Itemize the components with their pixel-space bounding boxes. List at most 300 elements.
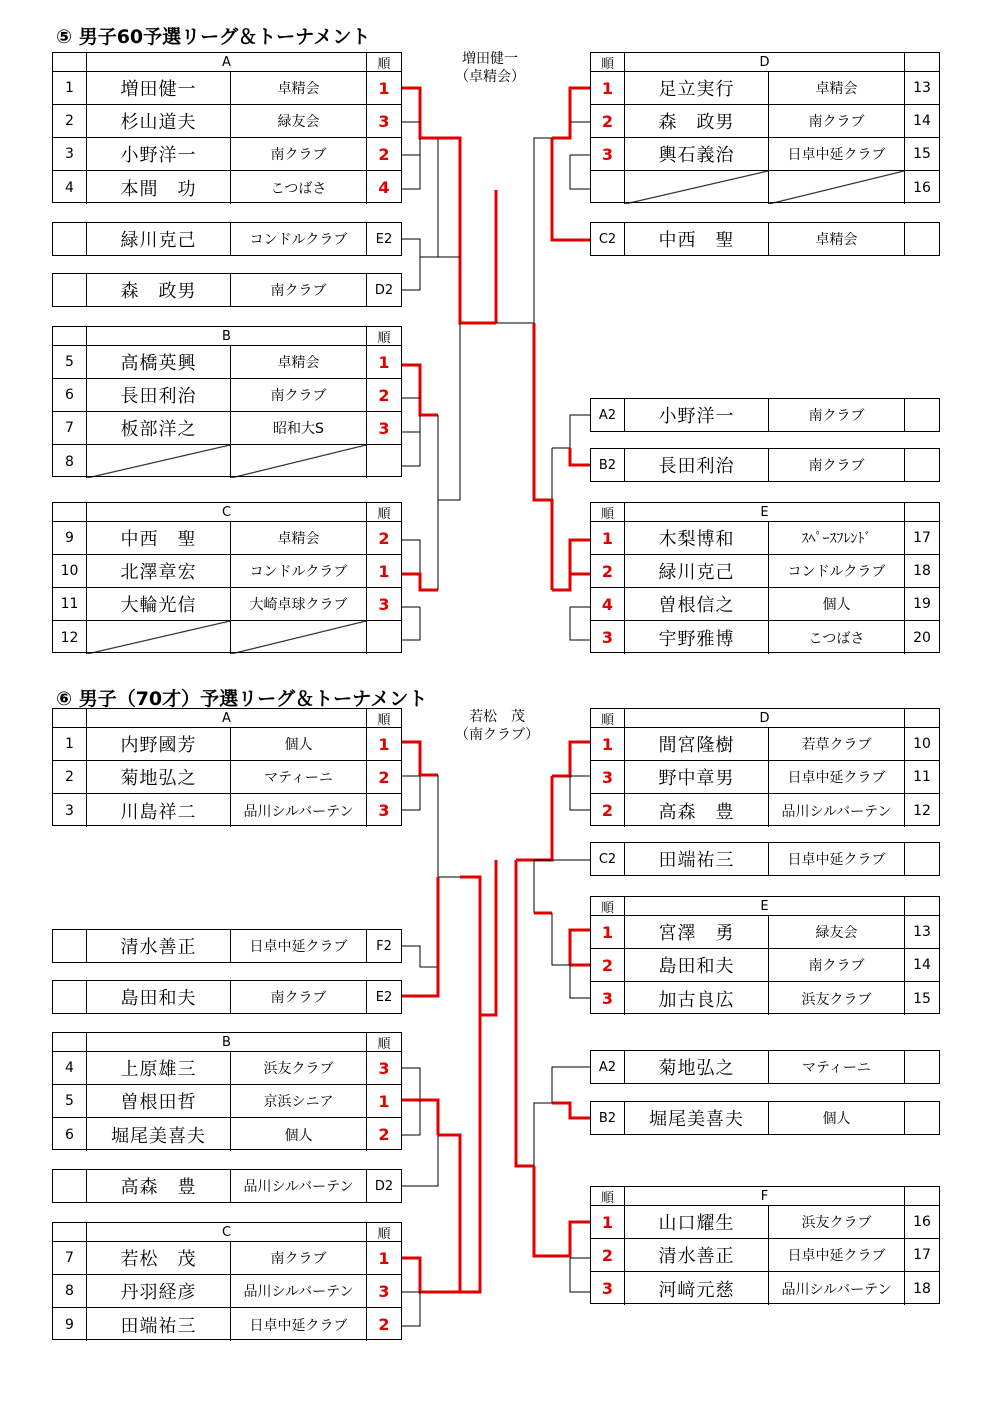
- player-no: 18: [913, 1280, 931, 1297]
- rank-value: 4: [591, 588, 625, 621]
- bracket-line: [438, 775, 460, 877]
- s5-group-b-table: [52, 326, 402, 477]
- winner-path-line: [534, 323, 552, 590]
- player-no: 4: [53, 171, 87, 204]
- player-name: 若松 茂: [87, 1242, 231, 1275]
- rank-value: 2: [591, 105, 625, 138]
- club-name: マティーニ: [769, 1051, 905, 1083]
- club-name: 日卓中延クラブ: [769, 761, 905, 794]
- club-name: 卓精会: [231, 346, 367, 379]
- s6-seed-a2-row: [590, 1050, 940, 1084]
- player-name: 菊地弘之: [87, 761, 231, 794]
- club-name: 大崎卓球クラブ: [231, 588, 367, 621]
- player-no: 19: [905, 588, 939, 621]
- rank-header: 順: [591, 709, 625, 728]
- bracket-line: [402, 239, 438, 257]
- header-blank: [53, 53, 87, 72]
- s6-seed-b2-row: [590, 1101, 940, 1135]
- rank-value: 1: [367, 346, 401, 379]
- rank-value: 2: [591, 794, 625, 827]
- group-label: B: [87, 327, 367, 346]
- champion-club: （南クラブ）: [455, 727, 540, 743]
- player-name: 堀尾美喜夫: [87, 1118, 231, 1151]
- rank-header: 順: [367, 503, 401, 522]
- rank-value: 3: [367, 588, 401, 621]
- player-name: 間宮隆樹: [625, 728, 769, 761]
- player-name: 足立実行: [625, 72, 769, 105]
- player-name: 宮澤 勇: [625, 916, 769, 949]
- bracket-line: [552, 1067, 590, 1103]
- rank-value: 2: [367, 138, 401, 171]
- s6-group-e-table: [590, 896, 940, 1014]
- club-name: 卓精会: [769, 223, 905, 255]
- club-name: 品川シルバーテン: [231, 1170, 367, 1202]
- rank-value: 2: [367, 522, 401, 555]
- seed-code: F2: [376, 938, 392, 954]
- seed-code: A2: [591, 399, 625, 431]
- group-label: D: [625, 709, 905, 728]
- club-name: 南クラブ: [769, 449, 905, 481]
- rank-value: 3: [367, 1275, 401, 1308]
- player-name: 北澤章宏: [87, 555, 231, 588]
- club-name: 緑友会: [231, 105, 367, 138]
- player-no: 8: [53, 445, 87, 478]
- winner-path-line: [402, 967, 438, 996]
- player-no: 11: [53, 588, 87, 621]
- header-blank: [905, 503, 939, 522]
- s6-champion: [455, 708, 539, 744]
- rank-value: [367, 445, 401, 478]
- player-no: 13: [905, 72, 939, 105]
- player-name: 長田利治: [625, 449, 769, 481]
- header-blank: [53, 1033, 87, 1052]
- header-blank: [53, 709, 87, 728]
- seed-blank: [53, 981, 87, 1013]
- winner-path-line: [516, 860, 534, 1166]
- club-name: 南クラブ: [769, 105, 905, 138]
- club-name: マティーニ: [231, 761, 367, 794]
- rank-value: [367, 621, 401, 654]
- player-name: 川島祥二: [87, 794, 231, 827]
- header-blank: [53, 503, 87, 522]
- club-name: 卓精会: [231, 522, 367, 555]
- club-name: 浜友クラブ: [231, 1052, 367, 1085]
- seed-code: B2: [591, 449, 625, 481]
- player-no: 17: [905, 1239, 939, 1272]
- player-no: 18: [905, 555, 939, 588]
- player-name: 加古良広: [625, 982, 769, 1015]
- s6-group-b-table: [52, 1032, 402, 1150]
- rank-value: 1: [591, 916, 625, 949]
- group-label: D: [625, 53, 905, 72]
- player-name: 杉山道夫: [87, 105, 231, 138]
- player-name: 小野洋一: [87, 138, 231, 171]
- player-name: 河﨑元慈: [625, 1272, 769, 1305]
- champion-name: 若松 茂: [469, 709, 526, 725]
- s5-group-a-table: [52, 52, 402, 203]
- player-name: 中西 聖: [87, 522, 231, 555]
- seed-blank: [905, 223, 939, 255]
- winner-path-line: [570, 448, 590, 465]
- seed-code: D2: [374, 1178, 394, 1194]
- rank-header: 順: [367, 53, 401, 72]
- bracket-line: [570, 776, 590, 810]
- rank-value: 3: [367, 105, 401, 138]
- bracket-line: [402, 776, 420, 810]
- rank-value: 1: [367, 1242, 401, 1275]
- player-no: 11: [905, 761, 939, 794]
- s6-title: ⑥ 男子（70才）予選リーグ＆トーナメント: [56, 688, 428, 710]
- s5-title: ⑤ 男子60予選リーグ＆トーナメント: [56, 26, 371, 48]
- rank-value: 1: [591, 728, 625, 761]
- winner-path-line: [534, 1166, 552, 1256]
- rank-value: 2: [591, 949, 625, 982]
- player-name: 田端祐三: [87, 1308, 231, 1341]
- seed-code: C2: [591, 223, 625, 255]
- group-label: C: [87, 503, 367, 522]
- player-name: 高森 豊: [625, 794, 769, 827]
- player-name: 森 政男: [87, 274, 231, 306]
- rank-value: [591, 171, 625, 204]
- rank-header: 順: [367, 709, 401, 728]
- rank-header: 順: [591, 503, 625, 522]
- seed-blank: [905, 843, 939, 875]
- rank-value: 1: [367, 1085, 401, 1118]
- club-name: 浜友クラブ: [769, 1206, 905, 1239]
- winner-path-line: [552, 540, 590, 590]
- player-no: 5: [53, 346, 87, 379]
- winner-path-line: [552, 88, 590, 138]
- player-no: 10: [905, 728, 939, 761]
- rank-value: 3: [591, 138, 625, 171]
- player-name: 本間 功: [87, 171, 231, 204]
- player-no: 1: [53, 728, 87, 761]
- rank-header: 順: [367, 327, 401, 346]
- player-name: 菊地弘之: [625, 1051, 769, 1083]
- player-name: 高森 豊: [87, 1170, 231, 1202]
- player-no: 10: [53, 555, 87, 588]
- player-no: 12: [53, 621, 87, 654]
- winner-path-line: [552, 742, 590, 776]
- player-no: 8: [53, 1275, 87, 1308]
- bracket-line: [570, 1258, 590, 1292]
- seed-code: C2: [591, 843, 625, 875]
- player-name: 中西 聖: [625, 223, 769, 255]
- s5-seed-c2-row: [590, 222, 940, 256]
- seed-blank: [905, 1051, 939, 1083]
- seed-code: D2: [374, 282, 394, 298]
- player-name: 木梨博和: [625, 522, 769, 555]
- player-no: 7: [53, 412, 87, 445]
- winner-path-line: [552, 1103, 590, 1118]
- s5-group-c-table: [52, 502, 402, 653]
- rank-value: 1: [367, 72, 401, 105]
- club-name: こつばさ: [231, 171, 367, 204]
- bracket-line: [534, 323, 552, 500]
- player-name: 曽根信之: [625, 588, 769, 621]
- seed-blank: [53, 274, 87, 306]
- club-name: 個人: [231, 728, 367, 761]
- header-blank: [905, 1187, 939, 1206]
- player-name: 緑川克己: [625, 555, 769, 588]
- winner-path-line: [402, 574, 438, 590]
- bracket-line: [402, 540, 420, 590]
- player-name: 増田健一: [87, 72, 231, 105]
- seed-code: A2: [591, 1051, 625, 1083]
- player-no: 15: [913, 990, 931, 1007]
- player-no: 7: [53, 1242, 87, 1275]
- header-blank: [905, 53, 939, 72]
- bracket-line: [402, 432, 420, 466]
- bracket-line: [570, 607, 590, 640]
- player-no: 4: [53, 1052, 87, 1085]
- club-name: 昭和大S: [231, 412, 367, 445]
- player-no: 6: [53, 1118, 87, 1151]
- s6-group-f-table: [590, 1186, 940, 1304]
- club-name: コンドルクラブ: [231, 555, 367, 588]
- s5-seed-b2-row: [590, 448, 940, 482]
- club-name: ｽﾍﾟｰｽﾌﾚﾝﾄﾞ: [769, 522, 905, 555]
- player-no: 16: [905, 1206, 939, 1239]
- player-name: 輿石義治: [625, 138, 769, 171]
- player-no: 2: [53, 105, 87, 138]
- club-name: 品川シルバーテン: [231, 1275, 367, 1308]
- s6-group-d-table: [590, 708, 940, 826]
- club-name: 日卓中延クラブ: [231, 930, 367, 962]
- rank-value: 3: [591, 621, 625, 654]
- club-name: 南クラブ: [231, 1242, 367, 1275]
- club-name: 個人: [231, 1118, 367, 1151]
- club-name: [231, 621, 367, 654]
- s5-seed-a2-row: [590, 398, 940, 432]
- winner-path-line: [438, 1135, 460, 1292]
- player-name: 山口耀生: [625, 1206, 769, 1239]
- player-name: 清水善正: [625, 1239, 769, 1272]
- header-blank: [53, 327, 87, 346]
- player-no: 17: [905, 522, 939, 555]
- player-no: 2: [53, 761, 87, 794]
- bracket-line: [438, 323, 460, 500]
- bracket-line: [402, 946, 438, 967]
- bracket-line: [496, 138, 552, 323]
- club-name: 南クラブ: [231, 138, 367, 171]
- player-name: 島田和夫: [625, 949, 769, 982]
- player-name: 丹羽経彦: [87, 1275, 231, 1308]
- group-label: C: [87, 1223, 367, 1242]
- rank-value: 3: [378, 801, 390, 820]
- player-no: 3: [53, 794, 87, 827]
- bracket-line: [534, 860, 590, 913]
- rank-value: 3: [591, 761, 625, 794]
- rank-value: 3: [367, 1052, 401, 1085]
- player-name: 清水善正: [87, 930, 231, 962]
- player-name: 堀尾美喜夫: [625, 1102, 769, 1134]
- player-no: 12: [913, 802, 931, 819]
- bracket-line: [402, 138, 420, 155]
- club-name: 品川シルバーテン: [769, 1272, 905, 1305]
- player-name: 野中章男: [625, 761, 769, 794]
- rank-value: 2: [591, 1239, 625, 1272]
- rank-value: 1: [591, 72, 625, 105]
- club-name: 日卓中延クラブ: [769, 1239, 905, 1272]
- player-name: 島田和夫: [87, 981, 231, 1013]
- group-label: B: [87, 1033, 367, 1052]
- rank-value: 3: [591, 982, 625, 1015]
- rank-value: 4: [378, 178, 390, 197]
- player-no: 14: [905, 949, 939, 982]
- player-name: [625, 171, 769, 204]
- club-name: [769, 171, 905, 204]
- winner-path-line: [570, 930, 590, 965]
- rank-value: 2: [378, 1315, 390, 1334]
- bracket-line: [402, 155, 420, 189]
- seed-blank: [53, 930, 87, 962]
- club-name: 卓精会: [769, 72, 905, 105]
- player-no: 20: [913, 629, 931, 646]
- player-name: 高橋英興: [87, 346, 231, 379]
- club-name: 品川シルバーテン: [231, 794, 367, 827]
- bracket-line: [402, 607, 420, 640]
- s6-seed-c2-row: [590, 842, 940, 876]
- club-name: 京浜シニア: [231, 1085, 367, 1118]
- group-label: A: [87, 53, 367, 72]
- seed-blank: [53, 223, 87, 255]
- seed-code: E2: [375, 989, 393, 1005]
- bracket-line: [402, 1100, 420, 1135]
- winner-path-line: [552, 1222, 590, 1256]
- s5-group-e-table: [590, 502, 940, 653]
- rank-value: 1: [367, 728, 401, 761]
- club-name: 日卓中延クラブ: [231, 1308, 367, 1341]
- s5-seed-d2-row: [52, 273, 402, 307]
- winner-path-line: [460, 877, 480, 1015]
- header-blank: [53, 1223, 87, 1242]
- club-name: 南クラブ: [769, 949, 905, 982]
- rank-header: 順: [367, 1223, 401, 1242]
- bracket-line: [402, 257, 420, 290]
- rank-value: 2: [591, 555, 625, 588]
- rank-value: 2: [367, 379, 401, 412]
- player-no: 14: [905, 105, 939, 138]
- club-name: 日卓中延クラブ: [769, 843, 905, 875]
- player-name: 内野國芳: [87, 728, 231, 761]
- rank-header: 順: [367, 1033, 401, 1052]
- winner-path-line: [402, 1258, 438, 1292]
- player-no: 3: [53, 138, 87, 171]
- player-name: [87, 621, 231, 654]
- club-name: コンドルクラブ: [769, 555, 905, 588]
- player-name: 小野洋一: [625, 399, 769, 431]
- winner-path-line: [516, 776, 552, 860]
- winner-path-line: [480, 860, 496, 1015]
- club-name: こつばさ: [769, 621, 905, 654]
- bracket-line: [402, 1292, 420, 1326]
- rank-value: 1: [367, 555, 401, 588]
- club-name: 南クラブ: [231, 379, 367, 412]
- group-label: E: [625, 897, 905, 916]
- s6-seed-f2-row: [52, 929, 402, 963]
- club-name: 南クラブ: [231, 274, 367, 306]
- seed-blank: [905, 1102, 939, 1134]
- s6-group-c-table: [52, 1222, 402, 1340]
- seed-blank: [53, 1170, 87, 1202]
- club-name: 個人: [769, 588, 905, 621]
- winner-path-line: [460, 1015, 480, 1292]
- winner-path-line: [402, 742, 438, 775]
- seed-blank: [905, 449, 939, 481]
- player-name: 板部洋之: [87, 412, 231, 445]
- player-no: 16: [913, 179, 931, 196]
- rank-value: 2: [367, 761, 401, 794]
- group-label: F: [625, 1187, 905, 1206]
- header-blank: [905, 897, 939, 916]
- seed-blank: [905, 399, 939, 431]
- rank-header: 順: [591, 1187, 625, 1206]
- club-name: 若草クラブ: [769, 728, 905, 761]
- club-name: 緑友会: [769, 916, 905, 949]
- s5-seed-e2-row: [52, 222, 402, 256]
- s5-group-d-table: [590, 52, 940, 203]
- bracket-line: [438, 240, 460, 257]
- group-label: A: [87, 709, 367, 728]
- player-name: [87, 445, 231, 478]
- club-name: 卓精会: [231, 72, 367, 105]
- player-name: 曽根田哲: [87, 1085, 231, 1118]
- bracket-line: [552, 415, 590, 448]
- player-name: 田端祐三: [625, 843, 769, 875]
- champion-club: （卓精会）: [455, 69, 525, 85]
- player-no: 6: [53, 379, 87, 412]
- header-blank: [905, 709, 939, 728]
- player-no: 1: [53, 72, 87, 105]
- club-name: 浜友クラブ: [769, 982, 905, 1015]
- rank-value: 2: [378, 1125, 390, 1144]
- player-no: 13: [905, 916, 939, 949]
- seed-code: E2: [375, 231, 393, 247]
- club-name: 個人: [769, 1102, 905, 1134]
- club-name: 日卓中延クラブ: [769, 138, 905, 171]
- s5-champion: [455, 50, 525, 86]
- rank-header: 順: [591, 897, 625, 916]
- club-name: 南クラブ: [769, 399, 905, 431]
- rank-value: 3: [591, 1272, 625, 1305]
- player-no: 15: [905, 138, 939, 171]
- rank-value: 1: [591, 1206, 625, 1239]
- rank-value: 3: [367, 412, 401, 445]
- club-name: [231, 445, 367, 478]
- player-no: 5: [53, 1085, 87, 1118]
- winner-path-line: [402, 365, 438, 415]
- player-name: 森 政男: [625, 105, 769, 138]
- player-name: 上原雄三: [87, 1052, 231, 1085]
- s6-seed-d2-row: [52, 1169, 402, 1203]
- player-no: 9: [53, 522, 87, 555]
- player-name: 宇野雅博: [625, 621, 769, 654]
- player-no: 9: [53, 1308, 87, 1341]
- s6-seed-e2-row: [52, 980, 402, 1014]
- champion-name: 増田健一: [462, 51, 518, 67]
- group-label: E: [625, 503, 905, 522]
- bracket-line: [402, 1068, 420, 1100]
- bracket-line: [402, 415, 420, 432]
- club-name: 品川シルバーテン: [769, 794, 905, 827]
- player-name: 緑川克己: [87, 223, 231, 255]
- player-name: 大輪光信: [87, 588, 231, 621]
- rank-header: 順: [591, 53, 625, 72]
- bracket-line: [402, 1135, 438, 1186]
- rank-value: 1: [591, 522, 625, 555]
- winner-path-line: [438, 138, 496, 323]
